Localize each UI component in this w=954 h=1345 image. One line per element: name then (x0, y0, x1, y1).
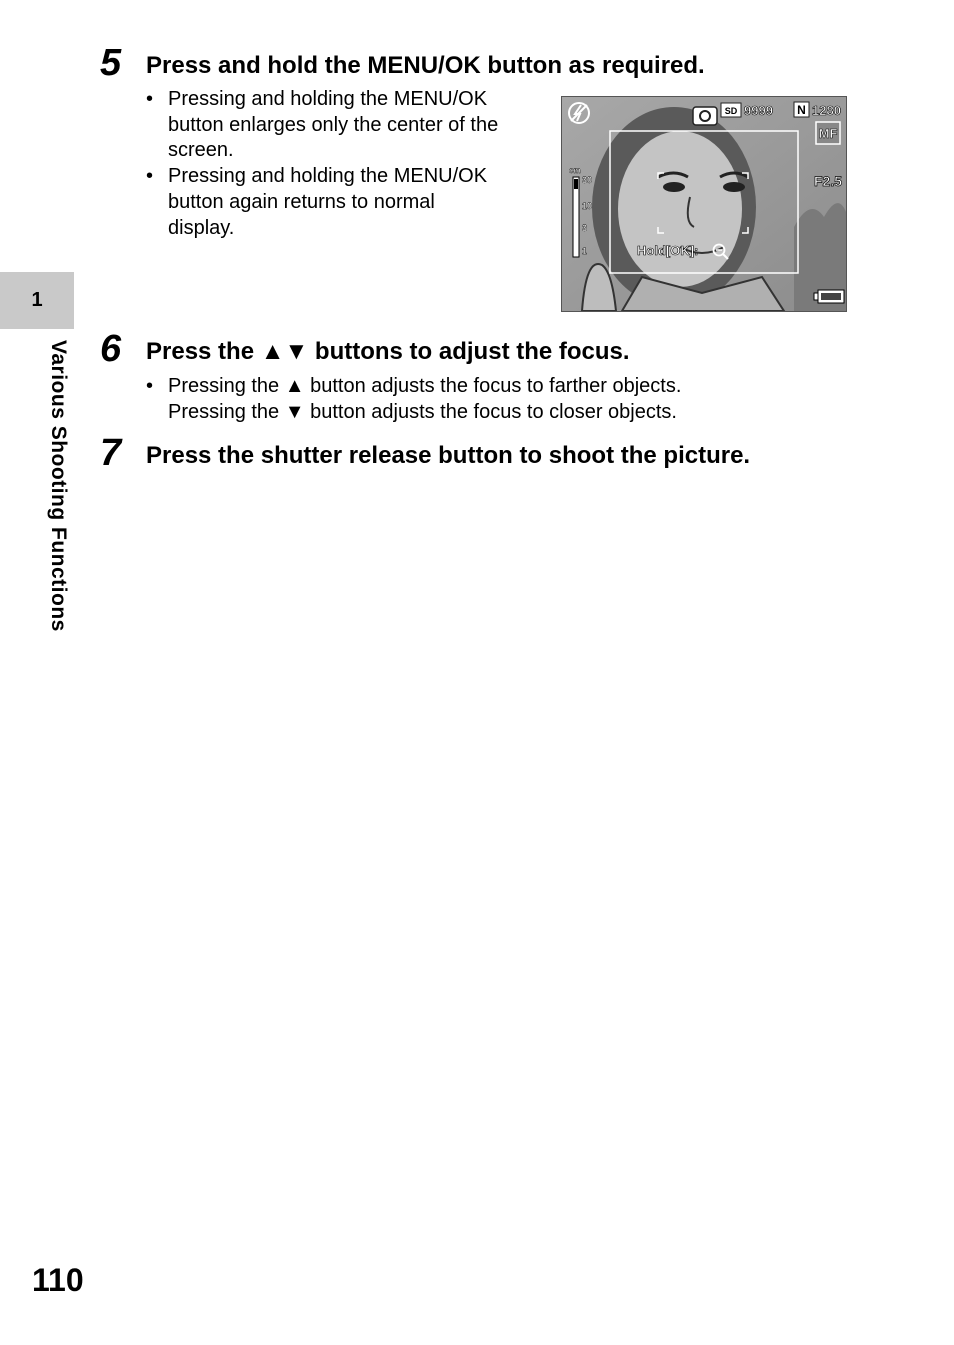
bullet-item: • Pressing the ▲ button adjusts the focus to farther objects. Pressing the ▼ button adjusts the focus to closer objects. (146, 374, 681, 425)
sd-card-label: SD (724, 106, 738, 116)
step-6-bullets (146, 374, 681, 425)
chapter-title: Various Shooting Functions (47, 340, 70, 632)
aperture-value: F2.5 (814, 173, 843, 189)
chapter-number: 1 (31, 289, 43, 311)
step-number: 6 (100, 328, 122, 370)
bullet-item: • Pressing and holding the MENU/OK button again returns to normal display. (146, 164, 498, 241)
focus-mode: MF (818, 126, 838, 141)
camera-lcd-svg (562, 97, 846, 311)
shots-remaining: 9999 (744, 103, 773, 118)
up-arrow-icon: ▲ (284, 375, 305, 397)
up-down-arrows-icon: ▲▼ (260, 338, 309, 365)
distance-tick: 30 (582, 175, 593, 185)
bullet-item: • Pressing and holding the MENU/OK button enlarges only the center of the screen. (146, 87, 498, 164)
step-title: Press and hold the MENU/OK button as required. (146, 52, 705, 79)
chapter-tab (0, 272, 74, 329)
quality-label: N (797, 103, 806, 117)
step-number: 5 (100, 42, 122, 84)
sd-card-icon (721, 103, 741, 117)
step-title: Press the shutter release button to shoot the picture. (146, 442, 751, 469)
resolution: 1280 (812, 103, 841, 118)
page-number: 110 (32, 1262, 84, 1298)
camera-mode-icon (693, 107, 717, 125)
distance-tick: 3 (582, 223, 588, 233)
battery-icon (814, 290, 844, 303)
distance-tick: 10 (582, 201, 593, 211)
camera-lcd-illustration (561, 96, 847, 312)
step-5-bullets (146, 87, 498, 241)
step-number: 7 (100, 432, 122, 474)
distance-tick: 1 (582, 246, 588, 256)
step-title: Press the ▲▼ buttons to adjust the focus. (146, 338, 630, 365)
distance-unit: cm (569, 166, 581, 175)
down-arrow-icon: ▼ (284, 400, 305, 423)
hold-ok-label: Hold[OK]: (637, 243, 699, 258)
